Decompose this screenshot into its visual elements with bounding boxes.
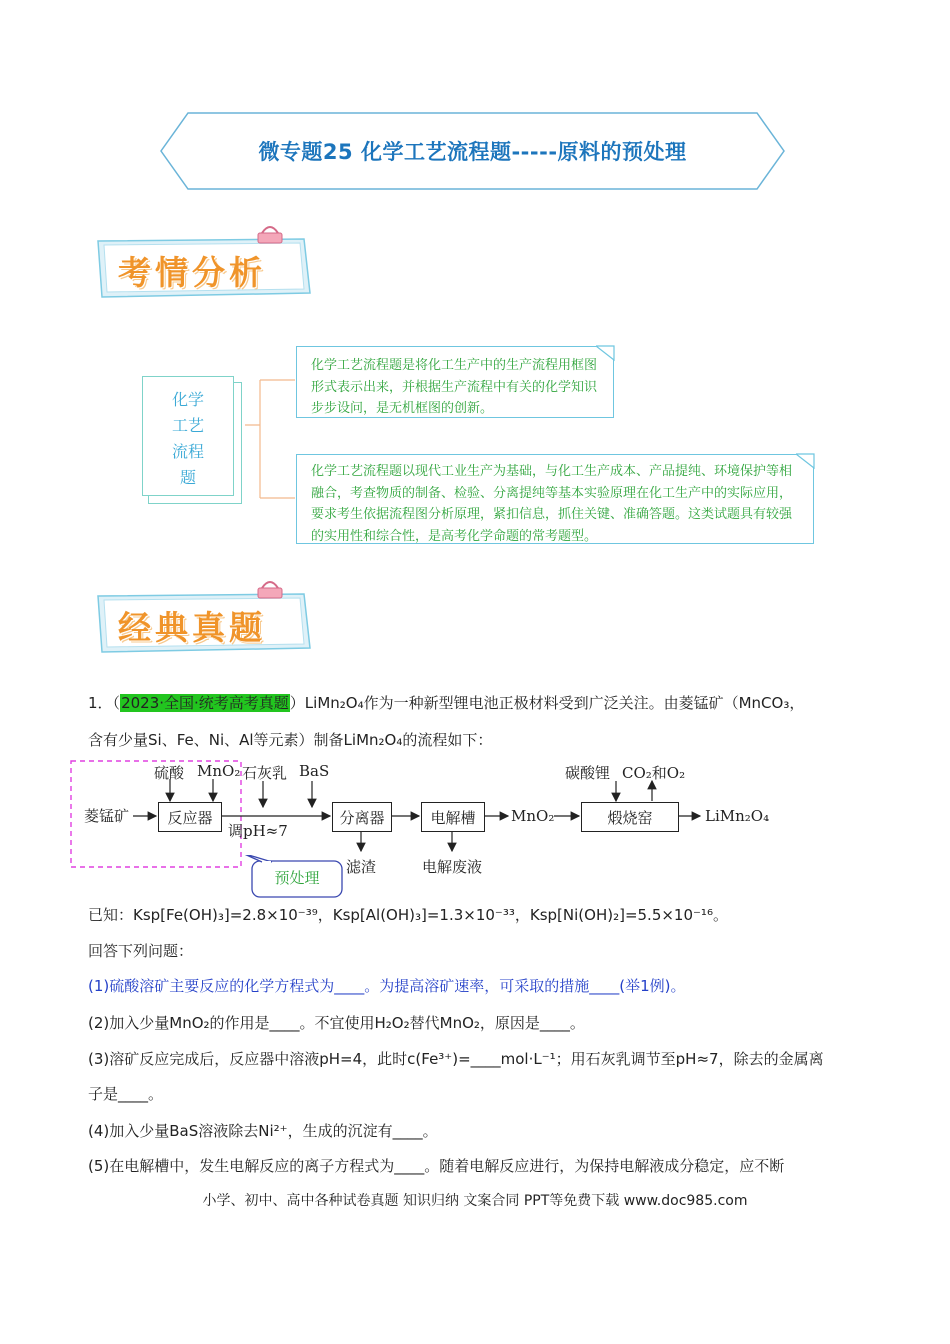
flow-kiln-box: 煅烧窑 (581, 802, 679, 832)
question-source-badge: 2023·全国·统考高考真题 (121, 694, 289, 712)
flow-separator-box: 分离器 (332, 802, 392, 832)
flow-waste-label: 电解废液 (422, 858, 483, 876)
question-item-4: (4)加入少量BaS溶液除去Ni²⁺，生成的沉淀有____。 (88, 1122, 438, 1140)
question-number: 1． (88, 694, 113, 712)
question-intro-a: LiMn₂O₄作为一种新型锂电池正极材料受到广泛关注。由菱锰矿（MnCO₃， (304, 694, 805, 712)
flow-mno2-out-label: MnO₂ (511, 807, 555, 825)
note-fold-icon (596, 344, 616, 362)
mindmap-center-box (142, 376, 234, 496)
section-label-analysis (90, 235, 320, 301)
flow-ore-label: 菱锰矿 (84, 807, 130, 825)
section-title: 经典真题 (118, 608, 266, 647)
known-constants: 已知：Ksp[Fe(OH)₃]=2.8×10⁻³⁹，Ksp[Al(OH)₃]=1.3×10⁻³³，Ksp[Ni(OH)₂]=5.5×10⁻¹⁶。 (88, 906, 728, 924)
question-item-5: (5)在电解槽中，发生电解反应的离子方程式为____。随着电解反应进行，为保持电解液成分稳定，应不断 (88, 1157, 785, 1175)
question-item-3-cont: 子是____。 (88, 1085, 164, 1103)
flow-h2so4-label: 硫酸 (154, 764, 185, 782)
flow-ph-label: 调pH≈7 (228, 822, 288, 840)
mindmap-center-line: 化学 (171, 390, 204, 409)
callout-text: 预处理 (274, 869, 320, 887)
flow-gases-label: CO₂和O₂ (622, 764, 686, 782)
flow-cell-box: 电解槽 (421, 802, 485, 832)
answer-prompt: 回答下列问题： (88, 942, 194, 960)
question-item-1: (1)硫酸溶矿主要反应的化学方程式为____。为提高溶矿速率，可采取的措施____(举1例)。 (88, 977, 686, 995)
question-intro-b: 含有少量Si、Fe、Ni、Al等元素）制备LiMn₂O₄的流程如下： (88, 731, 493, 749)
flow-bas-label: BaS (299, 762, 330, 780)
flow-residue-label: 滤渣 (346, 858, 377, 876)
page-title: 微专题25 化学工艺流程题-----原料的预处理 (258, 140, 687, 164)
note-fold-icon (796, 452, 816, 470)
section-title: 考情分析 (118, 253, 266, 292)
question-intro-line-1: 1．（2023·全国·统考高考真题）LiMn₂O₄作为一种新型锂电池正极材料受到广泛关注。由菱锰矿（MnCO₃， (88, 694, 805, 712)
flow-product-label: LiMn₂O₄ (705, 807, 770, 825)
flow-li2co3-label: 碳酸锂 (565, 764, 611, 782)
flow-mno2-in-label: MnO₂ (197, 762, 241, 780)
section-label-classic (90, 590, 320, 656)
note-2-text: 化学工艺流程题以现代工业生产为基础，与化工生产成本、产品提纯、环境保护等相融合，考查物质的制备、检验、分离提纯等基本实验原理在化工生产中的实际应用，要求考生依据流程图分析原理，紧扣信息，抓住关键、准确答题。这类试题具有较强的实用性和综合性，是高考化学命题的常考题型。 (311, 464, 793, 544)
flow-lime-label: 石灰乳 (242, 764, 288, 782)
flow-reactor-box: 反应器 (158, 802, 222, 832)
mindmap-center-line: 题 (179, 468, 196, 487)
question-item-3: (3)溶矿反应完成后，反应器中溶液pH=4，此时c(Fe³⁺)=____mol·L⁻¹；用石灰乳调节至pH≈7，除去的金属离 (88, 1050, 824, 1068)
mindmap-center-line: 流程 (171, 442, 204, 461)
question-item-2: (2)加入少量MnO₂的作用是____。不宜使用H₂O₂替代MnO₂，原因是____。 (88, 1014, 585, 1032)
mindmap-note-2 (296, 454, 814, 544)
mindmap-note-1 (296, 346, 614, 418)
page-footer: 小学、初中、高中各种试卷真题 知识归纳 文案合同 PPT等免费下载 www.doc985.com (202, 1193, 748, 1209)
note-1-text: 化学工艺流程题是将化工生产中的生产流程用框图形式表示出来，并根据生产流程中有关的化学知识步步设问，是无机框图的创新。 (311, 358, 598, 416)
mindmap-center-line: 工艺 (171, 416, 204, 435)
